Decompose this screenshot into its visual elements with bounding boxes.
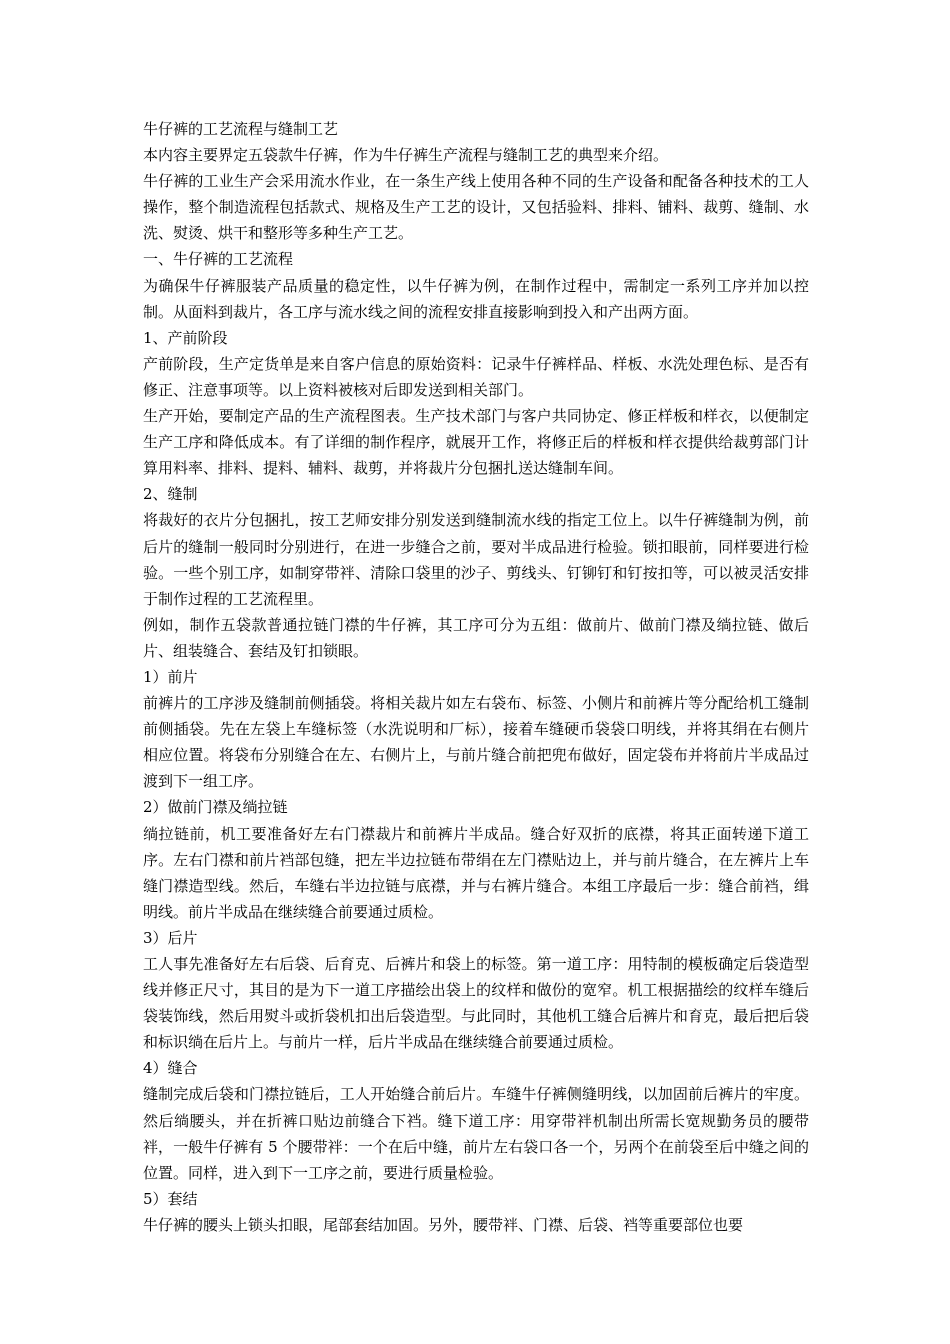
section-heading: 2、缝制	[143, 485, 198, 504]
paragraph: 例如，制作五袋款普通拉链门襟的牛仔裤，其工序可分为五组：做前片、做前门襟及绱拉链、做后片、组装缝合、套结及钉扣锁眼。	[143, 615, 809, 660]
subsection-heading: 5）套结	[143, 1189, 198, 1208]
paragraph: 产前阶段，生产定货单是来自客户信息的原始资料：记录牛仔裤样品、样板、水洗处理色标、是否有修正、注意事项等。以上资料被核对后即发送到相关部门。	[143, 354, 809, 399]
paragraph: 牛仔裤的工业生产会采用流水作业，在一条生产线上使用各种不同的生产设备和配备各种技术的工人操作，整个制造流程包括款式、规格及生产工艺的设计，又包括验料、排料、铺料、裁剪、缝制、水洗、熨烫、烘干和整形等多种生产工艺。	[143, 172, 809, 243]
section-heading: 一、牛仔裤的工艺流程	[143, 250, 294, 269]
subsection-heading: 2）做前门襟及绱拉链	[143, 798, 288, 817]
paragraph: 将裁好的衣片分包捆扎，按工艺师安排分别发送到缝制流水线的指定工位上。以牛仔裤缝制为例，前后片的缝制一般同时分别进行，在进一步缝合之前，要对半成品进行检验。锁扣眼前，同样要进行检验。一些个别工序，如制穿带袢、清除口袋里的沙子、剪线头、钉铆钉和钉按扣等，可以被灵活安排于制作过程的工艺流程里。	[143, 511, 809, 608]
paragraph: 牛仔裤的腰头上锁头扣眼，尾部套结加固。另外，腰带袢、门襟、后袋、裆等重要部位也要	[143, 1215, 744, 1234]
paragraph: 为确保牛仔裤服装产品质量的稳定性，以牛仔裤为例，在制作过程中，需制定一系列工序并加以控制。从面料到裁片，各工序与流水线之间的流程安排直接影响到投入和产出两方面。	[143, 276, 809, 321]
subsection-heading: 4）缝合	[143, 1059, 198, 1078]
document-title: 牛仔裤的工艺流程与缝制工艺	[143, 120, 339, 138]
paragraph: 缝制完成后袋和门襟拉链后，工人开始缝合前后片。车缝牛仔裤侧缝明线，以加固前后裤片的牢度。然后绱腰头，并在折裤口贴边前缝合下裆。缝下道工序：用穿带袢机制出所需长宽规勤务员的腰带袢，一般牛仔裤有 5 个腰带袢：一个在后中缝，前片左右袋口各一个，另两个在前袋至后中缝之间的位置。同样，进入到下一工序之前，要进行质量检验。	[143, 1085, 809, 1182]
paragraph: 工人事先准备好左右后袋、后育克、后裤片和袋上的标签。第一道工序：用特制的模板确定后袋造型线并修正尺寸，其目的是为下一道工序描绘出袋上的纹样和做份的宽窄。机工根据描绘的纹样车缝后袋装饰线，然后用熨斗或折袋机扣出后袋造型。与此同时，其他机工缝合后裤片和育克，最后把后袋和标识绱在后片上。与前片一样，后片半成品在继续缝合前要通过质检。	[143, 955, 809, 1052]
section-heading: 1、产前阶段	[143, 328, 228, 347]
subsection-heading: 1）前片	[143, 667, 198, 686]
paragraph: 绱拉链前，机工要准备好左右门襟裁片和前裤片半成品。缝合好双折的底襟，将其正面转递下道工序。左右门襟和前片裆部包缝，把左半边拉链布带绢在左门襟贴边上，并与前片缝合，在左裤片上车缝门襟造型线。然后，车缝右半边拉链与底襟，并与右裤片缝合。本组工序最后一步：缝合前裆，缉明线。前片半成品在继续缝合前要通过质检。	[143, 824, 809, 921]
document-page	[143, 116, 809, 1238]
paragraph: 本内容主要界定五袋款牛仔裤，作为牛仔裤生产流程与缝制工艺的典型来介绍。	[143, 146, 669, 165]
paragraph: 生产开始，要制定产品的生产流程图表。生产技术部门与客户共同协定、修正样板和样衣，以便制定生产工序和降低成本。有了详细的制作程序，就展开工作，将修正后的样板和样衣提供给裁剪部门计算用料率、排料、提料、辅料、裁剪，并将裁片分包捆扎送达缝制车间。	[143, 407, 809, 478]
paragraph: 前裤片的工序涉及缝制前侧插袋。将相关裁片如左右袋布、标签、小侧片和前裤片等分配给机工缝制前侧插袋。先在左袋上车缝标签（水洗说明和厂标），接着车缝硬币袋袋口明线，并将其绢在右侧片相应位置。将袋布分别缝合在左、右侧片上，与前片缝合前把兜布做好，固定袋布并将前片半成品过渡到下一组工序。	[143, 694, 809, 791]
subsection-heading: 3）后片	[143, 928, 198, 947]
